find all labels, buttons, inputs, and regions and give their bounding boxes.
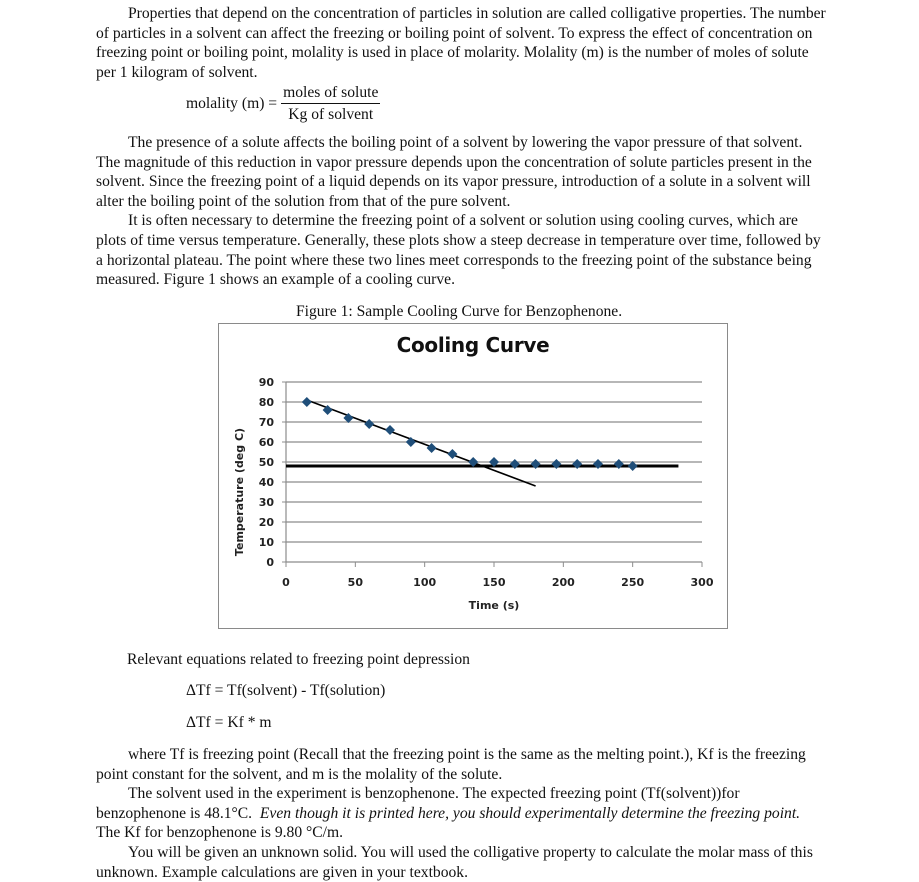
data-point-marker xyxy=(364,419,374,429)
equations-heading: Relevant equations related to freezing point depression xyxy=(127,651,470,668)
cooling-curve-chart xyxy=(218,323,728,629)
body-section xyxy=(96,133,826,290)
data-point-marker xyxy=(427,443,437,453)
explanation-section xyxy=(96,745,826,882)
x-tick-label: 150 xyxy=(482,576,506,589)
data-point-marker xyxy=(447,449,457,459)
benzophenone-italic-note: Even though it is printed here, you should experimentally determine the freezing point. xyxy=(259,804,801,822)
formula-numerator: moles of solute xyxy=(281,84,380,104)
y-tick-label: 10 xyxy=(258,536,274,549)
x-tick-label: 0 xyxy=(282,576,290,589)
formula-denominator: Kg of solvent xyxy=(288,106,374,123)
formula-lhs: molality (m) = xyxy=(186,95,278,113)
x-tick-label: 100 xyxy=(413,576,437,589)
x-tick-label: 50 xyxy=(347,576,363,589)
chart-plot xyxy=(219,324,726,627)
x-tick-label: 200 xyxy=(551,576,575,589)
benzophenone-paragraph xyxy=(96,784,826,843)
vapor-pressure-paragraph: The presence of a solute affects the boiling point of a solvent by lowering the vapor pressure of that solvent. The magnitude of this reduction in vapor pressure depends upon the concentration of solute particles present in the solvent. Since the freezing point of a liquid depends on its vapor pressure, introduction of a solute in a solvent will alter the boiling point of the solution from that of the pure solvent. xyxy=(96,134,812,210)
x-tick-label: 300 xyxy=(690,576,714,589)
intro-paragraph: Properties that depend on the concentration of particles in solution are called colligative properties. The number of particles in a solvent can affect the freezing or boiling point of solvent. To express the effect of concentration on freezing point or boiling point, molality is used in place of molarity. Molality (m) is the number of moles of solute per 1 kilogram of solvent. xyxy=(96,5,826,81)
y-axis-label: Temperature (deg C) xyxy=(233,427,246,557)
y-tick-label: 80 xyxy=(258,396,274,409)
y-tick-label: 20 xyxy=(258,516,274,529)
x-axis-label: Time (s) xyxy=(468,599,520,612)
trend-line xyxy=(307,400,536,486)
definitions-paragraph: where Tf is freezing point (Recall that the freezing point is the same as the melting point.), Kf is the freezing point constant for the solvent, and m is the molality of the solute. xyxy=(96,746,806,783)
y-tick-label: 30 xyxy=(258,496,274,509)
eq1-text: ΔTf = Tf(solvent) - Tf(solution) xyxy=(186,682,386,699)
equation-delta-tf-temps xyxy=(186,681,385,701)
figure-caption: Figure 1: Sample Cooling Curve for Benzophenone. xyxy=(296,303,623,320)
y-tick-label: 0 xyxy=(266,556,274,569)
eq2-text: ΔTf = Kf * m xyxy=(186,714,272,731)
y-tick-label: 90 xyxy=(258,376,274,389)
y-tick-label: 40 xyxy=(258,476,274,489)
formula-fraction xyxy=(281,84,380,124)
y-tick-label: 50 xyxy=(258,456,274,469)
x-tick-label: 250 xyxy=(621,576,645,589)
data-point-marker xyxy=(302,397,312,407)
intro-section xyxy=(96,4,826,82)
equation-delta-tf-kf xyxy=(186,713,272,733)
molality-formula xyxy=(186,84,380,124)
benzophenone-text-b: The Kf for benzophenone is 9.80 °C/m. xyxy=(96,824,344,842)
unknown-solid-paragraph: You will be given an unknown solid. You will used the colligative property to calculate the molar mass of this unknown. Example calculations are given in your textbook. xyxy=(96,843,813,881)
chart-title: Cooling Curve xyxy=(396,333,550,357)
y-tick-label: 70 xyxy=(258,416,274,429)
cooling-curve-paragraph: It is often necessary to determine the freezing point of a solvent or solution using cooling curves, which are plots of time versus temperature. Generally, these plots show a steep decrease in temperature over time, followed by a horizontal plateau. The point where these two lines meet corresponds to the freezing point of the substance being measured. Figure 1 shows an example of a cooling curve. xyxy=(96,212,821,289)
data-point-marker xyxy=(385,425,395,435)
y-tick-label: 60 xyxy=(258,436,274,449)
benzophenone-text-a: The solvent used in the experiment is benzophenone. The expected freezing point (Tf(solvent))for benzophenone is 48.1°C. xyxy=(96,785,740,822)
